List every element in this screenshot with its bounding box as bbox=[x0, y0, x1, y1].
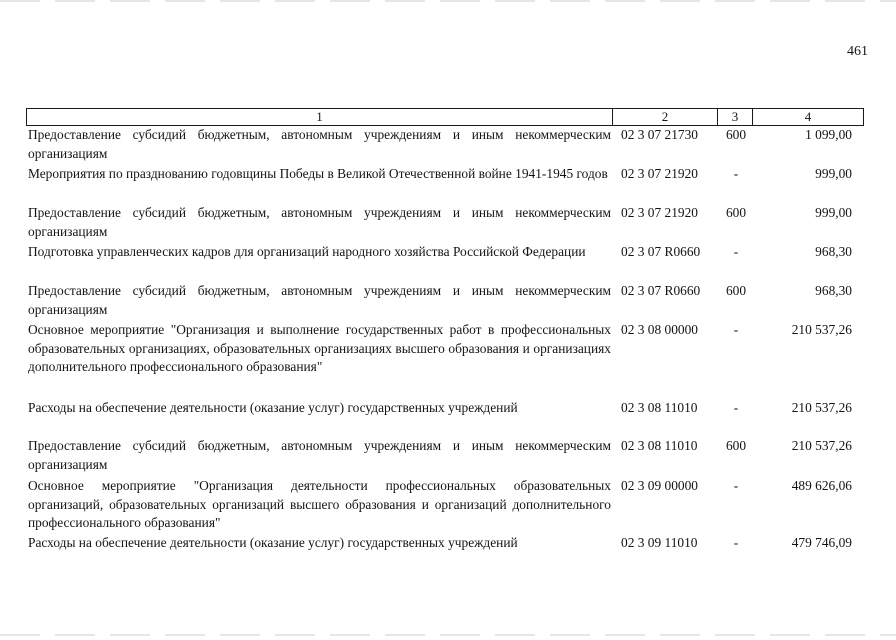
row-type: - bbox=[733, 322, 739, 337]
header-col-2: 2 bbox=[613, 109, 718, 126]
row-type: 600 bbox=[725, 205, 747, 220]
row-type: - bbox=[733, 535, 739, 550]
row-type: - bbox=[733, 400, 739, 415]
row-name: Предоставление субсидий бюджетным, автономным учреждениям и иным некоммерческим организациям bbox=[28, 127, 611, 161]
row-sum: 210 537,26 bbox=[791, 400, 852, 415]
row-name: Расходы на обеспечение деятельности (оказание услуг) государственных учреждений bbox=[28, 400, 518, 415]
row-type: 600 bbox=[725, 438, 747, 453]
row-sum: 210 537,26 bbox=[791, 322, 852, 337]
row-sum: 1 099,00 bbox=[805, 127, 852, 142]
row-type: 600 bbox=[725, 283, 747, 298]
row-name: Предоставление субсидий бюджетным, автономным учреждениям и иным некоммерческим организациям bbox=[28, 283, 611, 317]
row-sum: 489 626,06 bbox=[791, 478, 852, 493]
row-code: 02 3 07 21730 bbox=[621, 127, 698, 142]
page-number: 461 bbox=[847, 44, 868, 59]
row-sum: 999,00 bbox=[815, 166, 852, 181]
row-name: Основное мероприятие "Организация деятельности профессиональных образовательных организаций, образовательных организаций высшего образования и организаций дополнительного профессионального образования" bbox=[28, 478, 611, 530]
row-type: - bbox=[733, 166, 739, 181]
row-sum: 999,00 bbox=[815, 205, 852, 220]
row-name: Расходы на обеспечение деятельности (оказание услуг) государственных учреждений bbox=[28, 535, 518, 550]
header-col-4: 4 bbox=[753, 109, 864, 126]
row-sum: 210 537,26 bbox=[791, 438, 852, 453]
scan-edge-bottom bbox=[0, 634, 896, 636]
row-sum: 968,30 bbox=[815, 244, 852, 259]
table-header bbox=[26, 108, 864, 126]
row-name: Мероприятия по празднованию годовщины Победы в Великой Отечественной войне 1941-1945 годов bbox=[28, 166, 608, 181]
row-code: 02 3 07 21920 bbox=[621, 166, 698, 181]
row-sum: 968,30 bbox=[815, 283, 852, 298]
row-code: 02 3 09 11010 bbox=[621, 535, 698, 550]
row-name: Предоставление субсидий бюджетным, автономным учреждениям и иным некоммерческим организациям bbox=[28, 205, 611, 239]
row-type: 600 bbox=[725, 127, 747, 142]
row-code: 02 3 07 R0660 bbox=[621, 244, 701, 259]
row-code: 02 3 08 00000 bbox=[621, 322, 698, 337]
row-sum: 479 746,09 bbox=[791, 535, 852, 550]
row-name: Предоставление субсидий бюджетным, автономным учреждениям и иным некоммерческим организациям bbox=[28, 438, 611, 472]
scan-edge-top bbox=[0, 0, 896, 2]
row-code: 02 3 07 21920 bbox=[621, 205, 698, 220]
row-type: - bbox=[733, 478, 739, 493]
row-type: - bbox=[733, 244, 739, 259]
row-code: 02 3 07 R0660 bbox=[621, 283, 701, 298]
header-col-1: 1 bbox=[27, 109, 613, 126]
row-name: Подготовка управленческих кадров для организаций народного хозяйства Российской Федерации bbox=[28, 244, 586, 259]
row-code: 02 3 09 00000 bbox=[621, 478, 698, 493]
row-name: Основное мероприятие "Организация и выполнение государственных работ в профессиональных образовательных организациях, образовательных организациях высшего образования и организациях дополнительного профессионального образования" bbox=[28, 322, 611, 374]
row-code: 02 3 08 11010 bbox=[621, 400, 698, 415]
header-col-3: 3 bbox=[718, 109, 753, 126]
row-code: 02 3 08 11010 bbox=[621, 438, 698, 453]
